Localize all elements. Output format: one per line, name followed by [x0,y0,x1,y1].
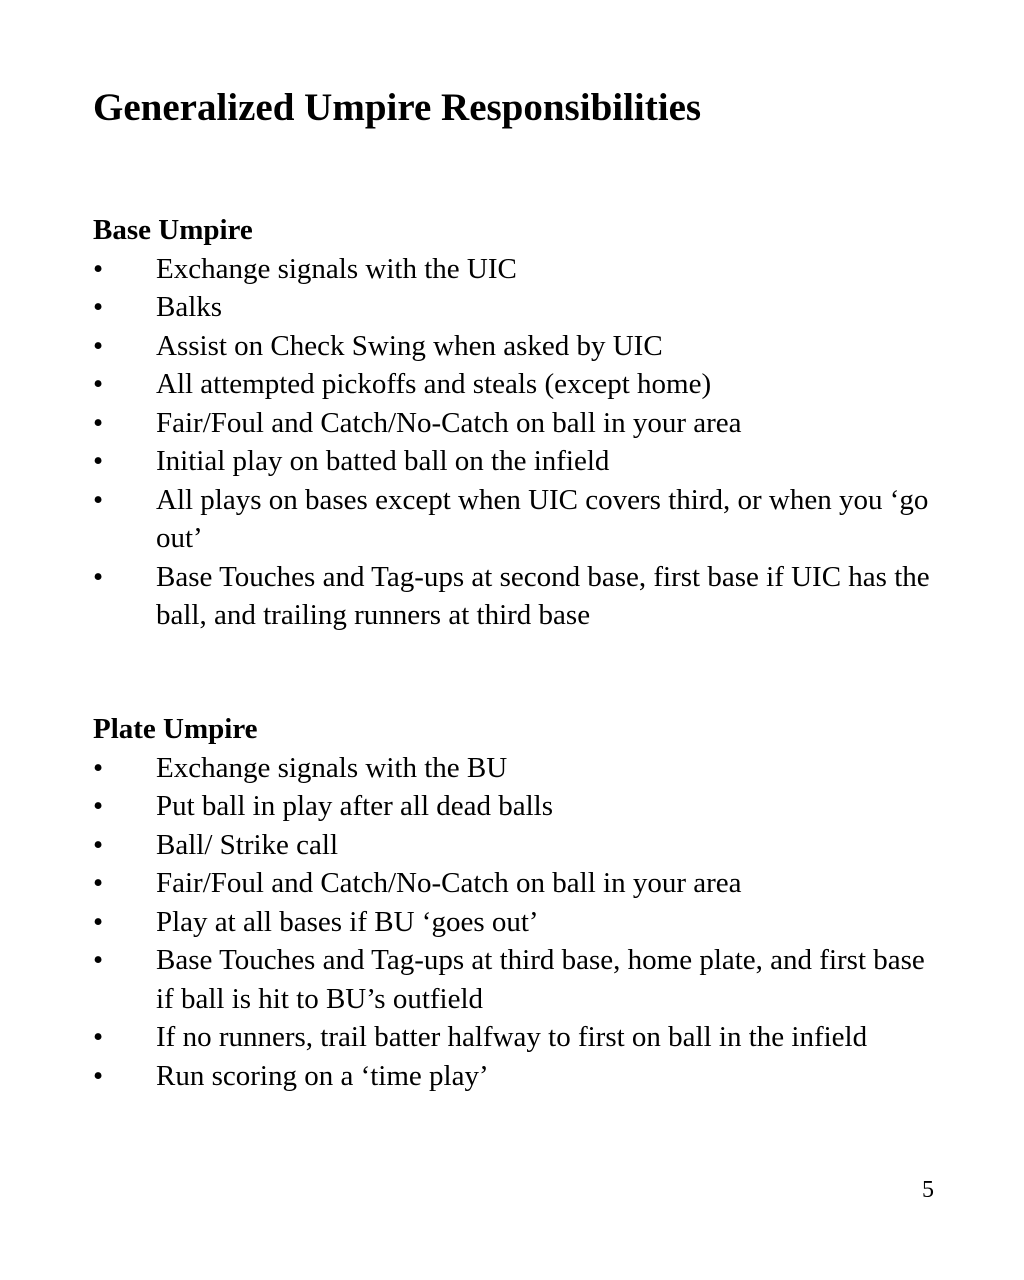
list-item [93,365,933,404]
bullet-icon: • [93,368,104,400]
list-item [93,941,933,1018]
list-item [93,1057,933,1096]
plate-umpire-section [93,710,933,1095]
list-item [93,864,933,903]
plate-umpire-list [93,749,933,1096]
bullet-icon: • [93,905,104,938]
bullet-icon: • [93,445,104,477]
list-item [93,903,933,942]
list-item-text: Ball/ Strike call [156,828,339,861]
list-item-text: Play at all bases if BU ‘goes out’ [156,905,539,938]
list-item [93,749,933,788]
list-item [93,250,933,289]
list-item [93,288,933,327]
bullet-icon: • [93,828,104,861]
base-umpire-list [93,250,933,635]
bullet-icon: • [93,291,104,323]
list-item [93,1018,933,1057]
bullet-icon: • [93,483,104,516]
list-item-text: Fair/Foul and Catch/No-Catch on ball in your area [156,406,742,439]
bullet-icon: • [93,560,104,593]
bullet-icon: • [93,406,104,439]
section-heading: Plate Umpire [93,713,258,745]
list-item-text: Fair/Foul and Catch/No-Catch on ball in your area [156,867,742,899]
list-item-text: Put ball in play after all dead balls [156,790,554,822]
bullet-icon: • [93,329,104,362]
bullet-icon: • [93,944,104,976]
list-item-text: All plays on bases except when UIC covers third, or when you ‘go out’ [156,483,929,554]
list-item [93,327,933,366]
list-item-text: Run scoring on a ‘time play’ [156,1059,489,1092]
list-item-text: Initial play on batted ball on the infield [156,445,610,477]
list-item-text: If no runners, trail batter halfway to first on ball in the infield [156,1021,868,1053]
page-number: 5 [922,1177,934,1203]
list-item-text: Balks [156,291,223,323]
list-item [93,404,933,443]
list-item-text: Exchange signals with the UIC [156,252,517,285]
list-item-text: All attempted pickoffs and steals (except home) [156,368,712,400]
bullet-icon: • [93,751,104,784]
list-item [93,442,933,481]
list-item-text: Base Touches and Tag-ups at second base, first base if UIC has the ball, and trailing runners at third base [156,560,930,631]
list-item [93,826,933,865]
bullet-icon: • [93,1021,104,1053]
list-item [93,787,933,826]
bullet-icon: • [93,1059,104,1092]
bullet-icon: • [93,790,104,822]
list-item-text: Assist on Check Swing when asked by UIC [156,329,663,362]
list-item-text: Base Touches and Tag-ups at third base, home plate, and first base if ball is hit to BU’s outfield [156,944,925,1015]
list-item-text: Exchange signals with the BU [156,751,508,784]
base-umpire-section [93,211,933,635]
bullet-icon: • [93,867,104,899]
page-title: Generalized Umpire Responsibilities [93,86,702,129]
bullet-icon: • [93,252,104,285]
section-heading: Base Umpire [93,214,253,246]
list-item [93,558,933,635]
list-item [93,481,933,558]
